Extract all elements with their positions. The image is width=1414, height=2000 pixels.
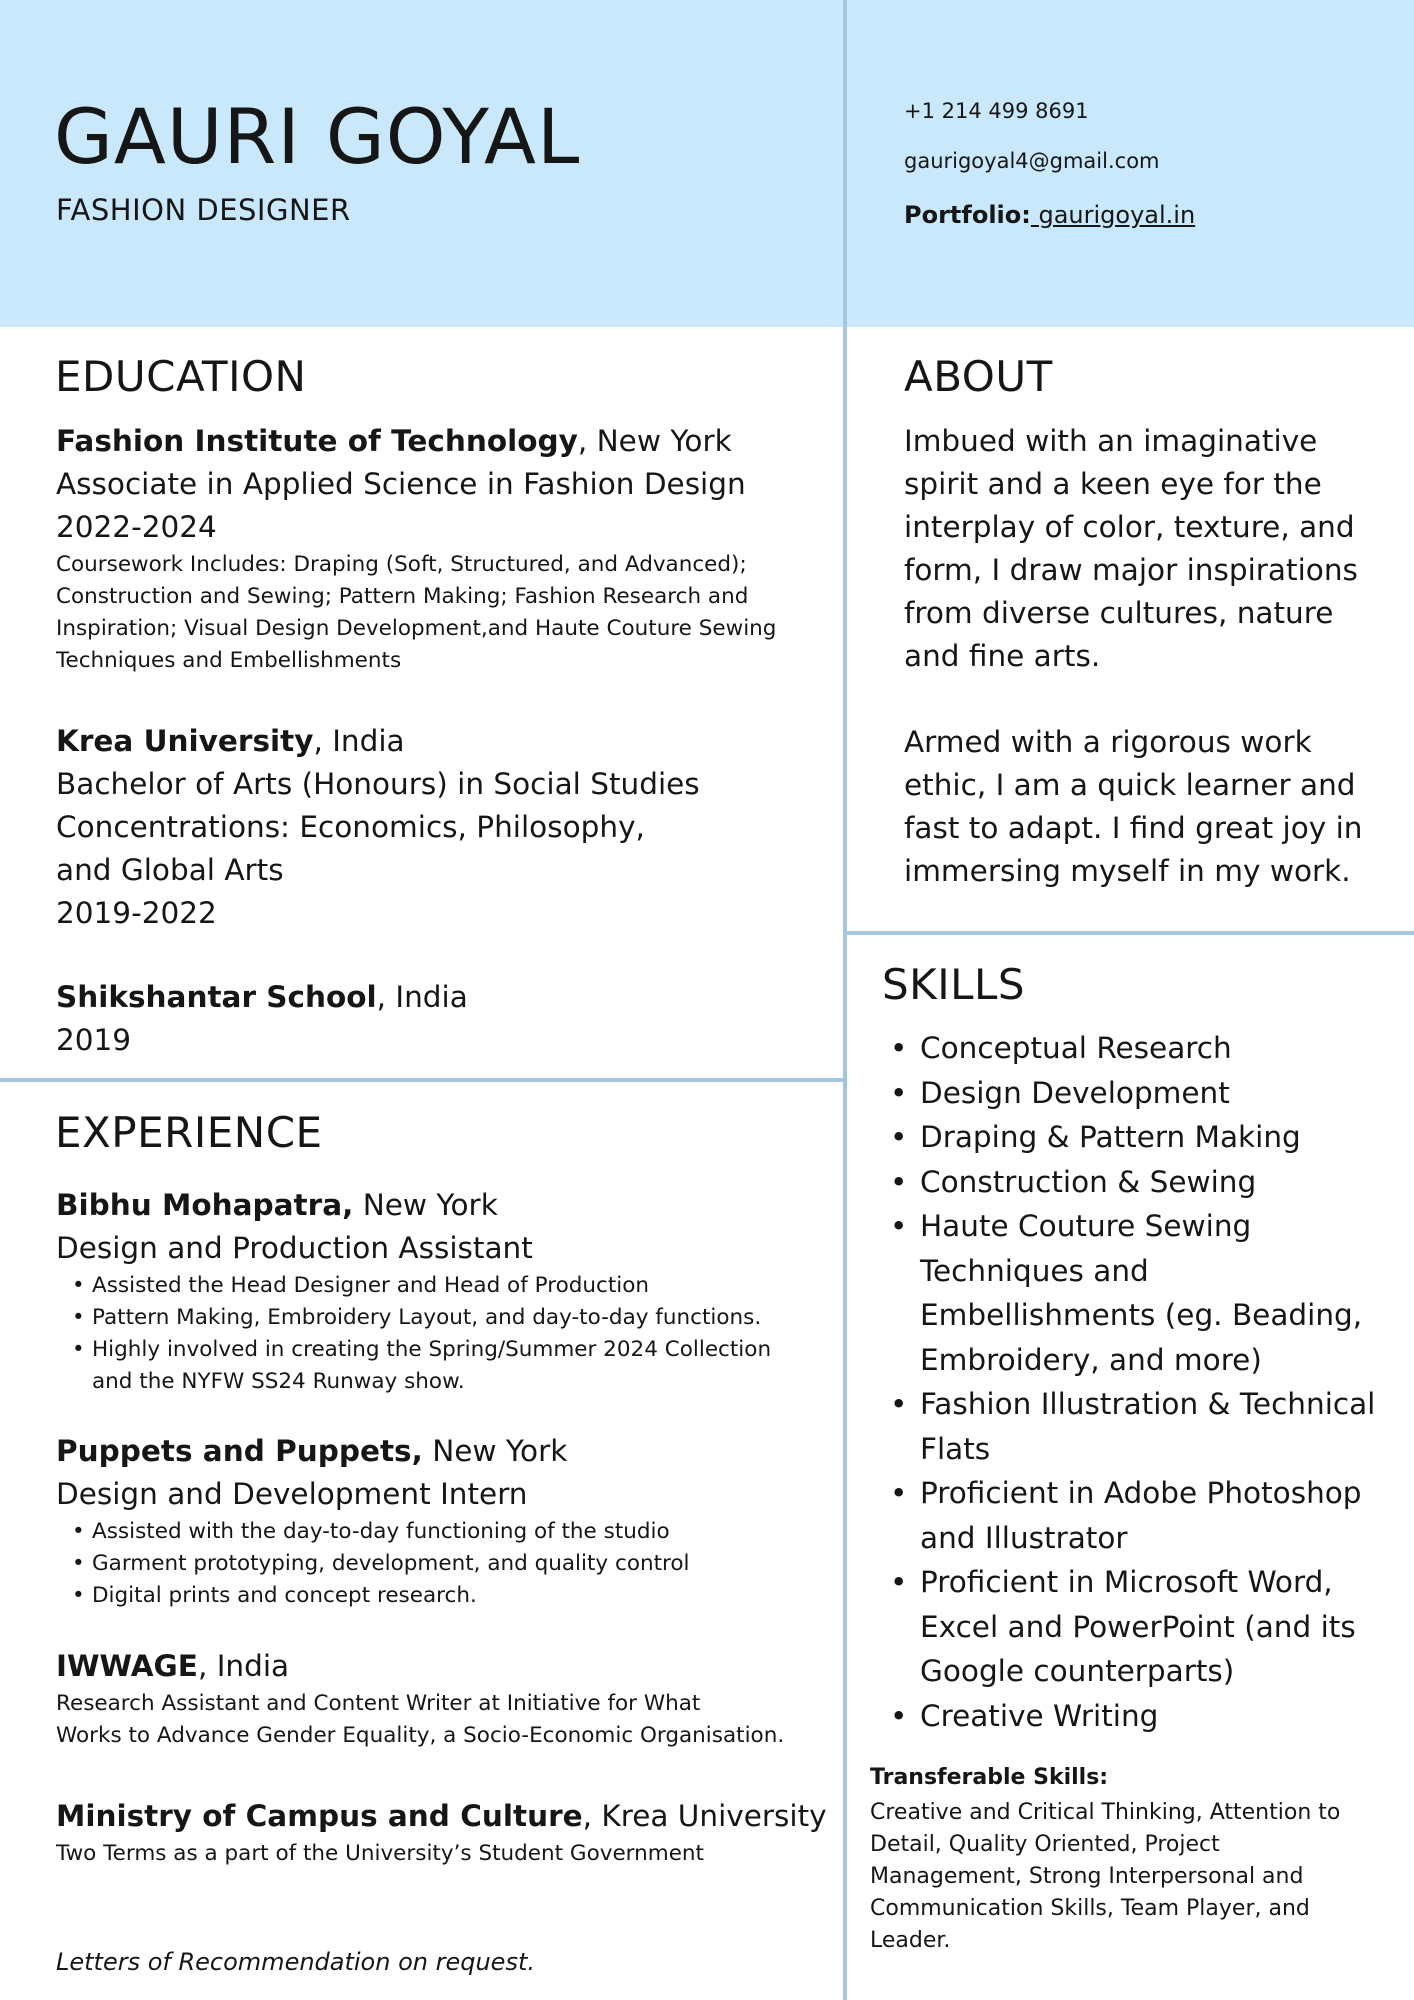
list-item: • Creative Writing [884, 1694, 1384, 1739]
list-item: • Proficient in Adobe Photoshop and Illustrator [884, 1471, 1384, 1560]
about-text [904, 420, 1384, 893]
about-skills-divider [845, 931, 1414, 935]
portfolio-link[interactable]: gaurigoyal.in [1030, 201, 1196, 229]
experience-bullets [52, 1516, 690, 1612]
org-name: IWWAGE [56, 1649, 198, 1683]
education-entry-fit [56, 420, 826, 677]
experience-org-line [56, 1645, 784, 1688]
experience-org-line [56, 1430, 690, 1473]
experience-org-line [56, 1795, 827, 1838]
degree: Associate in Applied Science in Fashion Design [56, 467, 746, 501]
education-institution-line [56, 420, 826, 463]
concentrations: Concentrations: Economics, Philosophy, [56, 810, 645, 844]
about-paragraph: Armed with a rigorous work ethic, I am a quick learner and fast to adapt. I find great joy in immersing myself in my work. [904, 725, 1363, 888]
education-institution-line [56, 720, 700, 763]
coursework: Coursework Includes: Draping (Soft, Structured, and Advanced); Construction and Sewing; Pattern Making; Fashion Research and Inspiration; Visual Design Development,and Haute Couture Sewing Techniques and Embellishments [56, 552, 777, 673]
org-location: New York [422, 1434, 568, 1468]
experience-entry-ministry [56, 1795, 827, 1870]
list-item: • Digital prints and concept research. [52, 1580, 690, 1612]
list-item: • Design Development [884, 1071, 1384, 1116]
education-institution-line [56, 976, 468, 1019]
org-name: Ministry of Campus and Culture [56, 1799, 583, 1833]
about-heading: ABOUT [904, 352, 1053, 401]
list-item: • Assisted with the day-to-day functioning of the studio [52, 1516, 690, 1548]
list-item: • Proficient in Microsoft Word, Excel and PowerPoint (and its Google counterparts) [884, 1560, 1384, 1694]
about-paragraph: Imbued with an imaginative spirit and a keen eye for the interplay of color, texture, and form, I draw major inspirations from diverse cultures, nature and fine arts. [904, 424, 1358, 673]
list-item: • Draping & Pattern Making [884, 1115, 1384, 1160]
concentrations-continued: and Global Arts [56, 853, 284, 887]
list-item: • Pattern Making, Embroidery Layout, and day-to-day functions. [52, 1302, 771, 1334]
degree: Bachelor of Arts (Honours) in Social Studies [56, 767, 700, 801]
experience-org-line [56, 1184, 771, 1227]
education-entry-krea [56, 720, 700, 935]
institution-name: Shikshantar School [56, 980, 377, 1014]
education-heading: EDUCATION [55, 352, 307, 401]
institution-location: , India [313, 724, 405, 758]
org-location: , India [197, 1649, 290, 1683]
list-item: • Highly involved in creating the Spring/Summer 2024 Collection [52, 1334, 771, 1366]
experience-heading: EXPERIENCE [55, 1108, 323, 1157]
years: 2019-2022 [56, 896, 217, 930]
list-item: • Conceptual Research [884, 1026, 1384, 1071]
email-address[interactable]: gaurigoyal4@gmail.com [904, 149, 1160, 173]
vertical-divider [843, 0, 847, 2000]
experience-description: Two Terms as a part of the University’s Student Government [56, 1841, 704, 1866]
experience-entry-bibhu [56, 1184, 771, 1398]
org-location: , Krea University [582, 1799, 827, 1833]
org-name: Bibhu Mohapatra, [56, 1188, 354, 1222]
transferable-skills-heading: Transferable Skills: [870, 1765, 1109, 1790]
institution-location: , New York [577, 424, 732, 458]
list-item-continued: and the NYFW SS24 Runway show. [92, 1369, 465, 1394]
institution-name: Krea University [56, 724, 314, 758]
portfolio [904, 201, 1195, 229]
transferable-skills-text: Creative and Critical Thinking, Attention to Detail, Quality Oriented, Project Management, Strong Interpersonal and Communication Skills, Team Player, and Leader. [870, 1800, 1341, 1953]
list-item: • Construction & Sewing [884, 1160, 1384, 1205]
experience-role: Design and Development Intern [56, 1477, 528, 1511]
list-item: • Haute Couture Sewing Techniques and Embellishments (eg. Beading, Embroidery, and more) [884, 1204, 1384, 1382]
portfolio-label: Portfolio: [904, 201, 1031, 229]
skills-heading: SKILLS [882, 960, 1026, 1009]
list-item: • Garment prototyping, development, and quality control [52, 1548, 690, 1580]
education-experience-divider [0, 1078, 845, 1082]
skills-list [884, 1026, 1384, 1738]
list-item: • Assisted the Head Designer and Head of Production [52, 1270, 771, 1302]
experience-bullets [52, 1270, 771, 1366]
experience-role: Design and Production Assistant [56, 1231, 533, 1265]
institution-name: Fashion Institute of Technology [56, 424, 578, 458]
list-item: • Fashion Illustration & Technical Flats [884, 1382, 1384, 1471]
education-entry-shikshantar [56, 976, 468, 1062]
org-location: New York [353, 1188, 498, 1222]
recommendation-note: Letters of Recommendation on request. [56, 1948, 535, 1976]
org-name: Puppets and Puppets, [56, 1434, 423, 1468]
years: 2022-2024 [56, 510, 217, 544]
phone-number[interactable]: +1 214 499 8691 [904, 99, 1089, 123]
experience-description-continued: Works to Advance Gender Equality, a Socio-Economic Organisation. [56, 1723, 785, 1748]
years: 2019 [56, 1023, 132, 1057]
job-title: FASHION DESIGNER [56, 193, 351, 227]
institution-location: , India [376, 980, 468, 1014]
candidate-name: GAURI GOYAL [54, 92, 581, 181]
experience-description: Research Assistant and Content Writer at Initiative for What [56, 1691, 701, 1716]
experience-entry-iwwage [56, 1645, 784, 1752]
experience-entry-puppets [56, 1430, 690, 1612]
